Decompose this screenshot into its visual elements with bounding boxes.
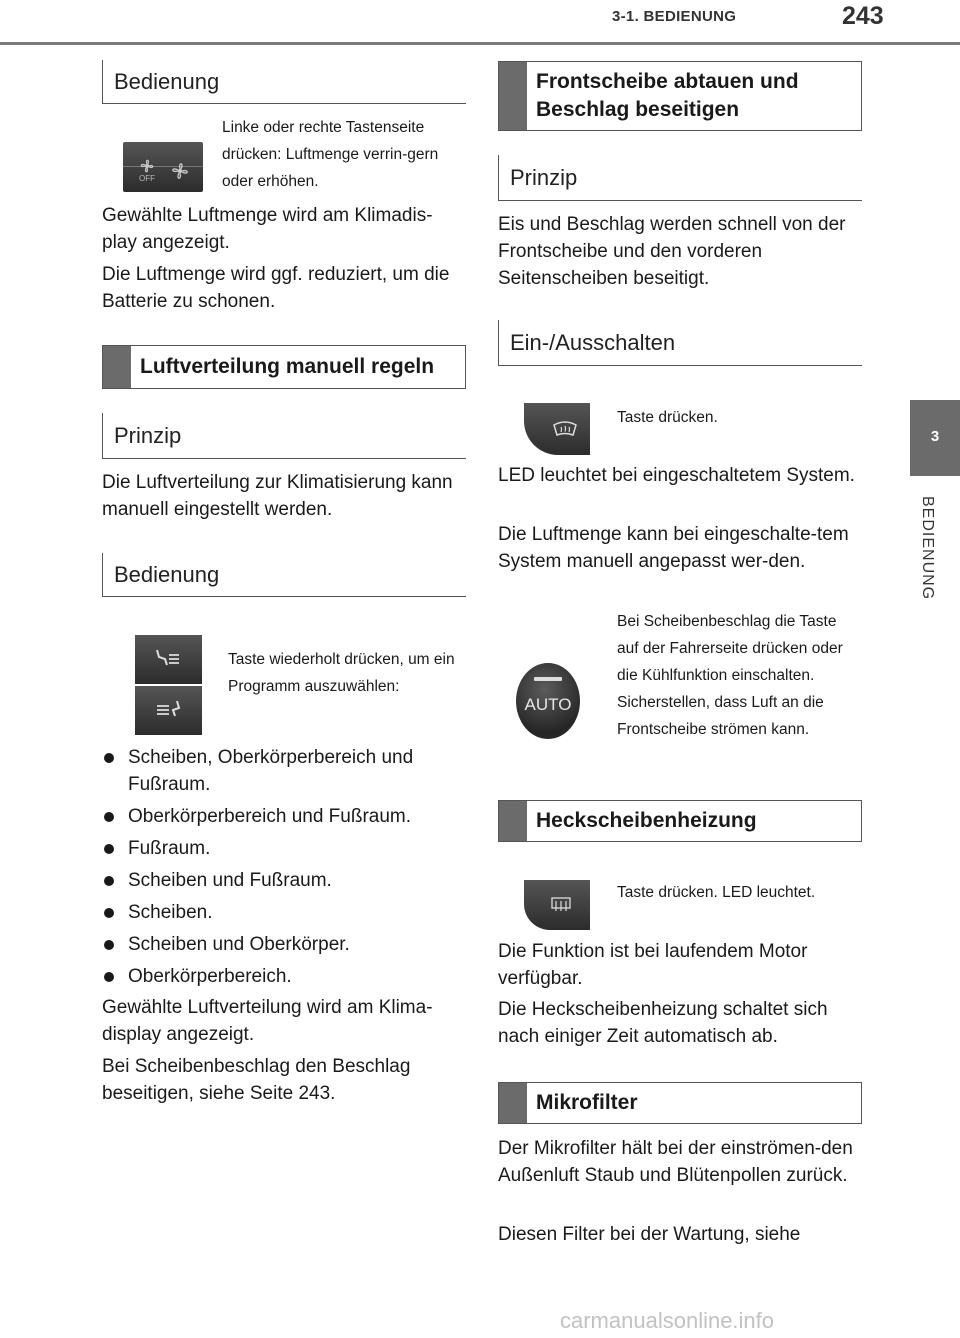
caption-led-leuchtet: Taste drücken. LED leuchtet. [617,884,816,901]
header-rule [0,42,960,45]
fan-small-icon [137,156,157,176]
bullet-list [102,744,466,995]
fan-button-image [123,142,203,192]
paragraph: Die Funktion ist bei laufendem Motor verfügbar. [498,941,808,989]
heading-frontscheibe [498,61,862,131]
paragraph: Gewählte Luftmenge wird am Klimadis-play angezeigt. [102,205,433,253]
paragraph: LED leuchtet bei eingeschaltetem System. [498,465,855,486]
caption-auto: Bei Scheibenbeschlag die Taste auf der Fahrerseite drücken oder die Kühlfunktion einschalten. Sicherstellen, dass Luft an die Frontscheibe strömen kann. [617,613,843,738]
section-title: 3-1. BEDIENUNG [612,8,737,25]
auto-label: AUTO [524,695,572,714]
heading-text: Luftverteilung manuell regeln [140,355,435,378]
chapter-number: 3 [930,428,940,445]
rear-defrost-button-image [524,880,590,930]
heading-text: Mikrofilter [536,1091,638,1114]
subheading-bedienung: Bedienung [102,60,466,104]
heading-bar [499,801,527,841]
paragraph: Die Luftverteilung zur Klimatisierung kann manuell eingestellt werden. [102,472,453,520]
list-item: Scheiben und Oberkörper. [102,931,466,958]
fan-large-icon [169,160,191,182]
subheading-prinzip: Prinzip [498,155,862,201]
paragraph: Eis und Beschlag werden schnell von der Frontscheibe und den vorderen Seitenscheiben beseitigt. [498,214,846,289]
heading-heckscheibenheizung [498,800,862,842]
air-distribution-button-lower [135,686,202,735]
list-item: Oberkörperbereich und Fußraum. [102,803,466,830]
list-item: Fußraum. [102,835,466,862]
auto-knob-image [516,663,580,739]
chapter-label: BEDIENUNG [919,496,936,601]
paragraph: Die Luftmenge wird ggf. reduziert, um die Batterie zu schonen. [102,264,450,312]
defrost-button-image [524,403,590,455]
air-distribution-button-upper [135,635,202,684]
heading-bar [499,1083,527,1123]
rear-window-heat-icon [550,897,572,913]
list-item: Scheiben. [102,899,466,926]
subheading-prinzip: Prinzip [102,413,466,459]
seat-air-upper-icon [153,647,185,671]
heading-text: Heckscheibenheizung [536,809,757,832]
paragraph: Gewählte Luftverteilung wird am Klima-display angezeigt. [102,997,433,1045]
windshield-defrost-icon [552,421,578,439]
led-bar [534,677,562,681]
paragraph: Diesen Filter bei der Wartung, siehe [498,1224,801,1245]
subheading-bedienung-2: Bedienung [102,553,466,597]
caption-taste-druecken: Taste drücken. [617,409,718,426]
paragraph: Die Luftmenge kann bei eingeschalte-tem System manuell angepasst wer-den. [498,524,849,572]
list-item: Scheiben und Fußraum. [102,867,466,894]
paragraph: Bei Scheibenbeschlag den Beschlag beseitigen, siehe Seite 243. [102,1056,411,1104]
page-number: 243 [842,2,884,30]
list-item: Scheiben, Oberkörperbereich und Fußraum. [102,744,466,798]
seat-air-lower-icon [153,698,185,722]
heading-bar [103,346,131,388]
caption-programm: Taste wiederholt drücken, um ein Programm auszuwählen: [228,651,455,695]
off-label: OFF [139,174,155,183]
heading-mikrofilter [498,1082,862,1124]
list-item: Oberkörperbereich. [102,963,466,990]
watermark: carmanualsonline.info [560,1308,775,1333]
heading-luftverteilung [102,345,466,389]
paragraph: Der Mikrofilter hält bei der einströmen-den Außenluft Staub und Blütenpollen zurück. [498,1138,853,1186]
heading-bar [499,62,527,130]
heading-text: Frontscheibe abtauen und Beschlag beseitigen [536,70,799,121]
subheading-ein-aus: Ein-/Ausschalten [498,320,862,366]
caption-luftmenge: Linke oder rechte Tastenseite drücken: Luftmenge verrin-gern oder erhöhen. [222,119,439,190]
paragraph: Die Heckscheibenheizung schaltet sich nach einiger Zeit automatisch ab. [498,999,828,1047]
